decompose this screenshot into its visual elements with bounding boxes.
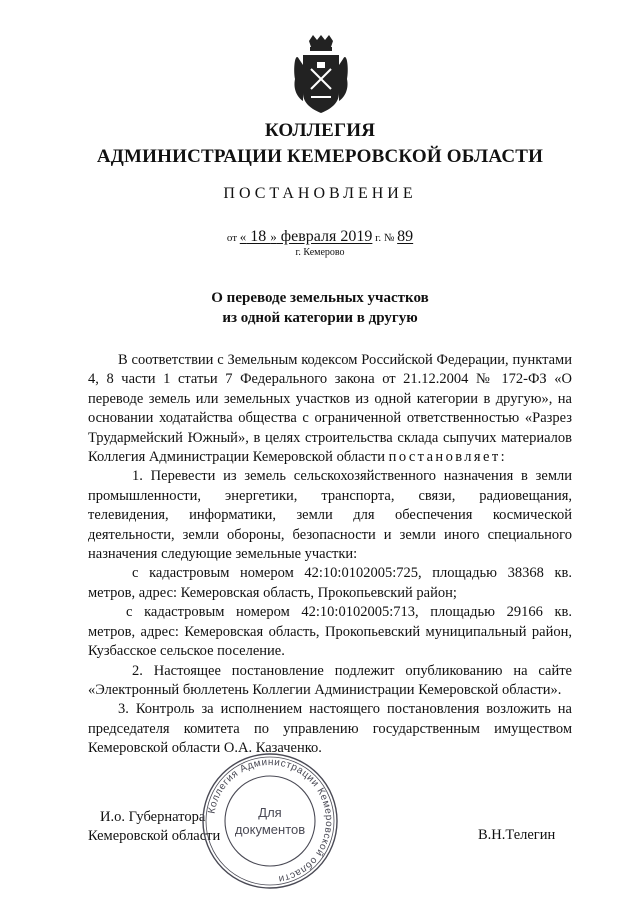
signatory-position-line1: И.о. Губернатора (100, 809, 206, 825)
item-3-paragraph: 3. Контроль за исполнением настоящего постановления возложить на председателя комитета по управлению государственным имуществом Кемеровской области О.А. Казаченко. (88, 701, 572, 757)
document-number: 89 (397, 228, 414, 245)
parcel-2-paragraph: с кадастровым номером 42:10:0102005:713, площадью 29166 кв. метров, адрес: Кемеровская область, Прокопьевский муниципальный район, Кузбасское сельское поселение. (88, 604, 572, 660)
official-stamp (200, 751, 340, 891)
date-field: « 18 » февраля 2019 (239, 228, 373, 245)
org-name-line1: КОЛЛЕГИЯ (264, 120, 376, 141)
number-label: № (381, 232, 398, 244)
resolve-word: постановляет: (388, 449, 507, 466)
preamble-paragraph (88, 351, 572, 467)
signatory-name: В.Н.Телегин (478, 827, 556, 843)
document-title-line1: О переводе земельных участков (211, 290, 429, 306)
city-name: г. Кемерово (295, 247, 345, 258)
parcel-1-paragraph: с кадастровым номером 42:10:0102005:725, площадью 38368 кв. метров, адрес: Кемеровская область, Прокопьевский район; (88, 565, 572, 601)
stamp-center-line2: документов (234, 822, 306, 837)
date-number-line (0, 228, 640, 246)
coat-of-arms-icon (291, 35, 351, 117)
org-name-line2: АДМИНИСТРАЦИИ КЕМЕРОВСКОЙ ОБЛАСТИ (96, 146, 544, 167)
stamp-center-line1: Для (258, 805, 282, 820)
document-type: ПОСТАНОВЛЕНИЕ (223, 185, 417, 202)
signatory-position-line2: Кемеровской области (88, 828, 221, 845)
year-suffix: г. (372, 232, 382, 244)
item-1-paragraph: 1. Перевести из земель сельскохозяйственного назначения в земли промышленности, энергетики, транспорта, связи, радиовещания, телевидения, информатики, земли для обеспечения космической деятельности, земли обороны, безопасности и земли иного специального назначения следующие земельные участки: (88, 468, 572, 563)
date-day: 18 (246, 228, 271, 245)
document-body (88, 351, 572, 759)
item-2-paragraph: 2. Настоящее постановление подлежит опубликованию на сайте «Электронный бюллетень Коллегии Администрации Кемеровской области». (88, 662, 572, 698)
date-month-year: февраля 2019 (276, 228, 373, 245)
document-title-line2: из одной категории в другую (222, 310, 418, 326)
stamp-ring-text: Коллегия Администрации Кемеровской области (206, 756, 335, 885)
date-prefix: от (226, 232, 238, 244)
preamble-text: В соответствии с Земельным кодексом Российской Федерации, пунктами 4, 8 части 1 статьи 7 Федерального закона от 21.12.2004 № 172-ФЗ «О переводе земель или земельных участков из одной категории в другую», на основании ходатайства общества с ограниченной ответственностью «Разрез Трудармейский Южный», в целях строительства склада сыпучих материалов Коллегия Администрации Кемеровской области (88, 352, 572, 466)
